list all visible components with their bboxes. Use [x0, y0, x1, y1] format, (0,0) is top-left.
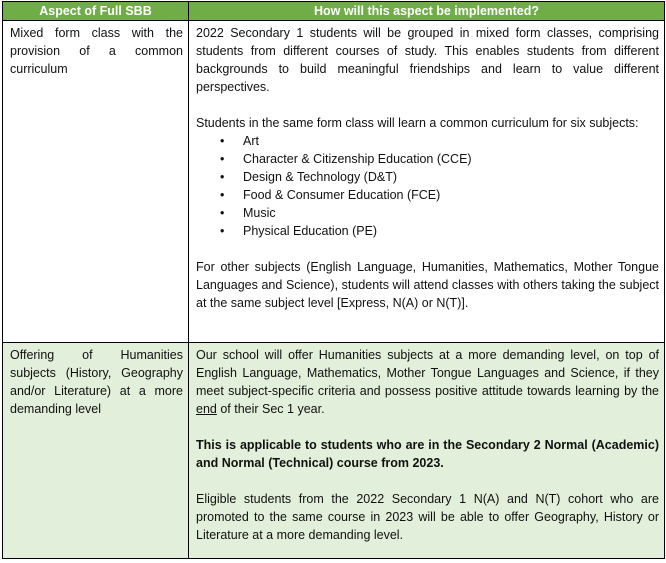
header-implementation: How will this aspect be implemented?	[189, 2, 665, 21]
list-item: • Character & Citizenship Education (CCE)	[220, 152, 472, 166]
aspect-cell: Offering of Humanities subjects (History, Geography and/or Literature) at a more demanding level	[3, 343, 189, 559]
aspect-cell: Mixed form class with the provision of a common curriculum	[3, 21, 189, 343]
header-aspect: Aspect of Full SBB	[3, 2, 189, 21]
list-item: • Design & Technology (D&T)	[220, 170, 398, 184]
list-item: • Art	[220, 134, 259, 148]
paragraph: For other subjects (English Language, Humanities, Mathematics, Mother Tongue Languages and Science), students will attend classes with others taking the subject at the same subject level [Express, N(A) or N(T)].	[196, 260, 659, 310]
table-row	[3, 343, 665, 559]
implementation-cell	[189, 343, 665, 559]
bullet-icon: •	[220, 206, 225, 220]
paragraph: Our school will offer Humanities subjects at a more demanding level, on top of English Language, Mathematics, Mother Tongue Languages and Science, if they meet subject-specific criteria and possess positive attitude towards learning by the end of their Sec 1 year.	[196, 348, 659, 416]
list-item: • Physical Education (PE)	[220, 224, 378, 238]
bullet-icon: •	[220, 224, 225, 238]
subject-list	[196, 132, 659, 240]
paragraph: Students in the same form class will learn a common curriculum for six subjects:	[196, 116, 639, 130]
list-item: • Food & Consumer Education (FCE)	[220, 188, 441, 202]
bullet-icon: •	[220, 134, 225, 148]
list-item: • Music	[220, 206, 276, 220]
bullet-icon: •	[220, 170, 225, 184]
bold-paragraph: This is applicable to students who are in the Secondary 2 Normal (Academic) and Normal (Technical) course from 2023.	[196, 438, 659, 470]
bullet-icon: •	[220, 152, 225, 166]
underlined-word: end	[196, 402, 217, 416]
header-row	[3, 2, 665, 21]
implementation-cell	[189, 21, 665, 343]
sbb-table	[2, 1, 665, 559]
bullet-icon: •	[220, 188, 225, 202]
paragraph: Eligible students from the 2022 Secondary 1 N(A) and N(T) cohort who are promoted to the same course in 2023 will be able to offer Geography, History or Literature at a more demanding level.	[196, 492, 659, 542]
table-row	[3, 21, 665, 343]
paragraph: 2022 Secondary 1 students will be grouped in mixed form classes, comprising students from different courses of study. This enables students from different backgrounds to build meaningful friendships and learn to value different perspectives.	[196, 26, 659, 94]
